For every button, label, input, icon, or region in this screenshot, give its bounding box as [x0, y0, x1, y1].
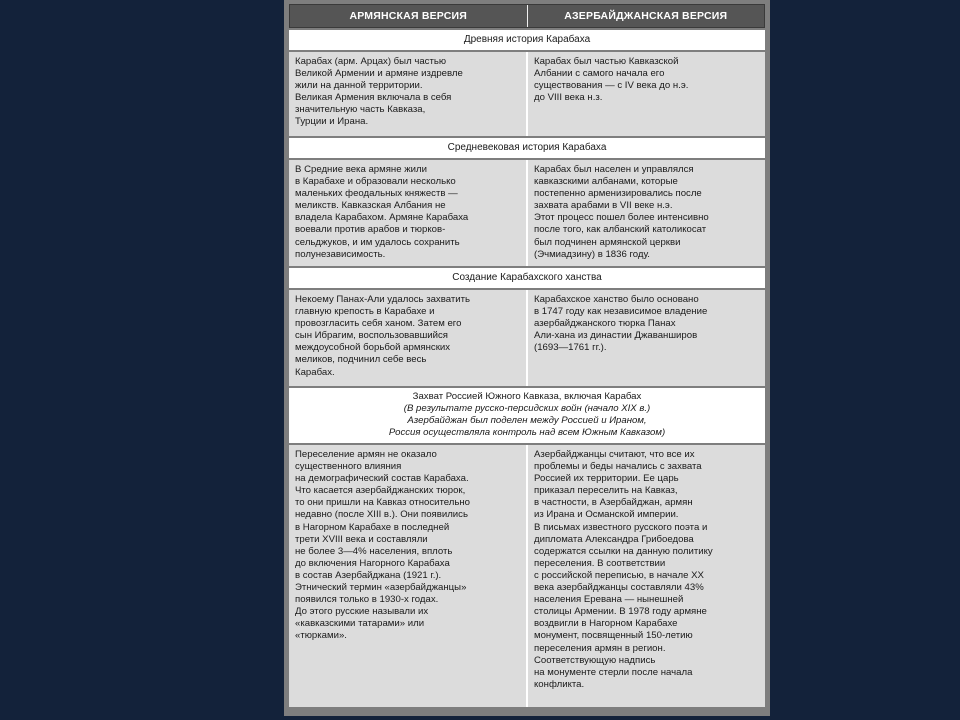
- cell-azerbaijani-khanate: Карабахское ханство было основано в 1747 году как независимое владение азербайджанского тюрка Панах Али-хана из династии Джаванширов (1693—1761 гг.).: [526, 290, 765, 386]
- conquest-title: Захват Россией Южного Кавказа, включая Карабах: [412, 391, 642, 402]
- section-title-ancient: Древняя история Карабаха: [289, 30, 765, 50]
- section-title-conquest: [289, 388, 765, 443]
- cell-azerbaijani-conquest: Азербайджанцы считают, что все их проблемы и беды начались с захвата Россией их территории. Ее царь приказал переселить на Кавказ, в частности, в Азербайджан, армян из Ирана и Османской империи. В письмах известного русского поэта и дипломата Александра Грибоедова содержатся ссылки на данную политику переселения. В соответствии с российской переписью, в начале XX века азербайджанцы составляли 43% населения Еревана — нынешней столицы Армении. В 1978 году армяне воздвигли в Нагорном Карабахе монумент, посвященный 150-летию переселения армян в регион. Соответствующую надпись на монументе стерли после начала конфликта.: [526, 445, 765, 707]
- header-armenian-version: АРМЯНСКАЯ ВЕРСИЯ: [349, 10, 468, 22]
- section-title-medieval: Средневековая история Карабаха: [289, 138, 765, 158]
- cell-armenian-khanate: Некоему Панах-Али удалось захватить главную крепость в Карабахе и провозгласить себя ханом. Затем его сын Ибрагим, воспользовавшийся междоусобной борьбой армянских меликов, подчинил себе весь Карабах.: [295, 294, 470, 378]
- cell-armenian-medieval: В Средние века армяне жили в Карабахе и образовали несколько маленьких феодальных княжеств — меликств. Кавказская Албания не владела Карабахом. Армяне Карабаха воевали против арабов и тюрков- сельджуков, и им удалось сохранить полунезависимость.: [295, 164, 469, 260]
- cell-armenian-ancient: Карабах (арм. Арцах) был частью Великой Армении и армяне издревле жили на данной территории. Великая Армения включала в себя значительную часть Кавказа, Турции и Ирана.: [295, 56, 463, 128]
- comparison-table: [284, 0, 770, 716]
- table-header: [289, 4, 765, 28]
- section-title-khanate: Создание Карабахского ханства: [289, 268, 765, 288]
- cell-azerbaijani-medieval: Карабах был населен и управлялся кавказскими албанами, которые постепенно арменизировались после захвата арабами в VII веке н.э. Этот процесс пошел более интенсивно после того, как албанский католикосат был подчинен армянской церкви (Эчмиадзину) в 1836 году.: [526, 160, 765, 266]
- cell-armenian-conquest: Переселение армян не оказало существенного влияния на демографический состав Карабаха. Что касается азербайджанских тюрок, то они пришли на Кавказ относительно недавно (после XIII в.). Они появились в Нагорном Карабахе в последней трети XVIII века и составляли не более 3—4% населения, вплоть до включения Нагорного Карабаха в состав Азербайджана (1921 г.). Этнический термин «азербайджанцы» появился только в 1930-х годах. До этого русские называли их «кавказскими татарами» или «тюрками».: [295, 449, 471, 642]
- conquest-subtitle-1: (В результате русско-персидских войн (начало XIX в.): [403, 403, 651, 414]
- table-row-khanate: [289, 290, 765, 386]
- conquest-subtitle-3: Россия осуществляла контроль над всем Южным Кавказом): [388, 427, 666, 438]
- conquest-subtitle-2: Азербайджан был поделен между Россией и Ираном,: [407, 415, 647, 426]
- table-row-ancient: [289, 52, 765, 136]
- cell-azerbaijani-ancient: Карабах был частью Кавказской Албании с самого начала его существования — с IV века до н.э. до VIII века н.з.: [526, 52, 765, 136]
- table-row-conquest: [289, 445, 765, 707]
- table-row-medieval: [289, 160, 765, 266]
- header-azerbaijani-version: АЗЕРБАЙДЖАНСКАЯ ВЕРСИЯ: [527, 5, 765, 27]
